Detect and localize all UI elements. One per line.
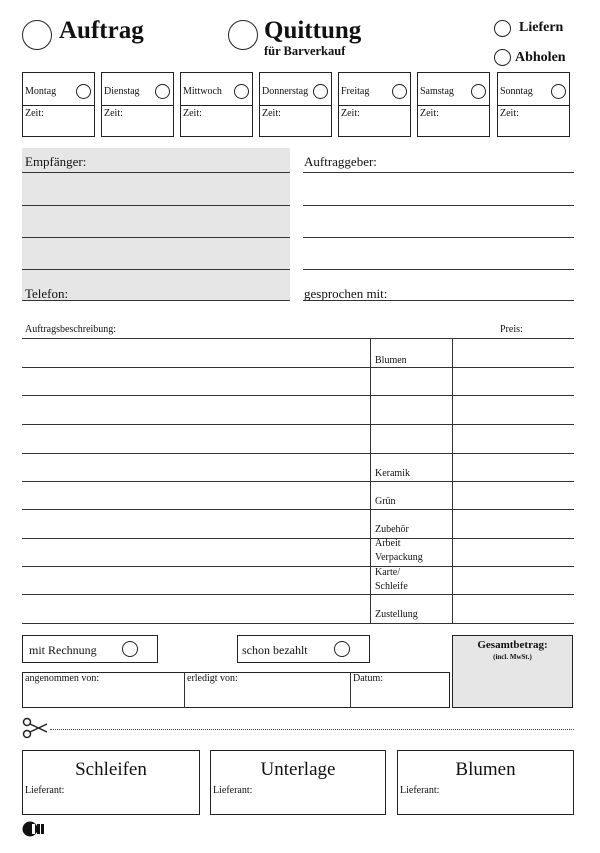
blumen-box[interactable]	[397, 750, 574, 815]
divider	[498, 105, 569, 106]
empfaenger-line	[22, 205, 290, 206]
schleifen-title: Schleifen	[75, 759, 147, 780]
divider	[350, 672, 351, 708]
day-label: Mittwoch	[183, 86, 222, 97]
day-label: Donnerstag	[262, 86, 309, 97]
bezahlt-checkbox[interactable]	[334, 641, 350, 657]
category-karte-schleife: Karte/ Schleife	[375, 567, 408, 592]
time-field[interactable]: Zeit:	[420, 108, 439, 119]
category-gruen: Grün	[375, 496, 396, 507]
order-line	[22, 594, 574, 595]
price-divider	[452, 338, 453, 623]
unterlage-box[interactable]	[210, 750, 386, 815]
day-checkbox[interactable]	[551, 84, 566, 99]
day-label: Freitag	[341, 86, 370, 97]
gesamtbetrag-sublabel: (incl. MwSt.)	[493, 653, 532, 661]
day-checkbox[interactable]	[76, 84, 91, 99]
day-checkbox[interactable]	[392, 84, 407, 99]
category-zubehoer: Zubehör	[375, 524, 409, 535]
day-box-mittwoch[interactable]	[180, 72, 253, 137]
unterlage-title: Unterlage	[260, 759, 336, 780]
empfaenger-line	[22, 269, 290, 270]
bezahlt-label: schon bezahlt	[242, 643, 308, 657]
divider	[339, 105, 410, 106]
rechnung-option[interactable]	[22, 635, 158, 663]
order-line	[22, 538, 574, 539]
time-field[interactable]: Zeit:	[104, 108, 123, 119]
quittung-subtitle: für Barverkauf	[264, 44, 346, 58]
scissors-icon	[22, 717, 48, 739]
gesprochen-label: gesprochen mit:	[304, 286, 388, 301]
gesamtbetrag-box[interactable]	[452, 635, 573, 708]
lieferant-label: Lieferant:	[213, 785, 253, 796]
empfaenger-line	[22, 237, 290, 238]
day-label: Sonntag	[500, 86, 533, 97]
order-line	[22, 424, 574, 425]
category-divider	[370, 338, 371, 623]
divider	[260, 105, 331, 106]
quittung-title: Quittung	[264, 17, 362, 44]
divider	[181, 105, 252, 106]
auftraggeber-line	[303, 237, 574, 238]
time-field[interactable]: Zeit:	[183, 108, 202, 119]
day-checkbox[interactable]	[313, 84, 328, 99]
order-line	[22, 367, 574, 368]
preis-label: Preis:	[500, 324, 523, 335]
empfaenger-line	[22, 172, 290, 173]
time-field[interactable]: Zeit:	[262, 108, 281, 119]
gesamtbetrag-label: Gesamtbetrag:	[477, 639, 548, 651]
order-line	[22, 481, 574, 482]
abholen-radio[interactable]	[494, 49, 511, 66]
order-line	[22, 566, 574, 567]
blumen-title: Blumen	[455, 759, 516, 780]
quittung-checkbox[interactable]	[228, 20, 258, 50]
empfaenger-panel[interactable]	[22, 148, 290, 300]
day-checkbox[interactable]	[471, 84, 486, 99]
rechnung-label: mit Rechnung	[29, 643, 97, 657]
angenommen-label: angenommen von:	[25, 673, 100, 684]
auftraggeber-line	[303, 205, 574, 206]
beschreibung-label: Auftragsbeschreibung:	[25, 324, 117, 335]
day-checkbox[interactable]	[155, 84, 170, 99]
time-field[interactable]: Zeit:	[500, 108, 519, 119]
auftrag-checkbox[interactable]	[22, 20, 52, 50]
gesprochen-line	[303, 300, 574, 301]
category-keramik: Keramik	[375, 468, 410, 479]
auftraggeber-line	[303, 172, 574, 173]
publisher-logo-icon	[22, 820, 46, 838]
bezahlt-option[interactable]	[237, 635, 370, 663]
category-arbeit-verpackung: Arbeit Verpackung	[375, 538, 423, 563]
datum-label: Datum:	[353, 673, 383, 684]
category-zustellung: Zustellung	[375, 609, 418, 620]
divider	[23, 105, 94, 106]
day-label: Samstag	[420, 86, 454, 97]
category-blumen: Blumen	[375, 355, 407, 366]
day-box-montag[interactable]	[22, 72, 95, 137]
divider	[184, 672, 185, 708]
day-label: Dienstag	[104, 86, 140, 97]
telefon-label: Telefon:	[25, 286, 69, 301]
day-checkbox[interactable]	[234, 84, 249, 99]
rechnung-checkbox[interactable]	[122, 641, 138, 657]
order-line	[22, 453, 574, 454]
auftrag-title: Auftrag	[59, 17, 144, 44]
order-line	[22, 338, 574, 339]
abholen-label: Abholen	[515, 50, 566, 65]
divider	[102, 105, 173, 106]
auftraggeber-label: Auftraggeber:	[304, 154, 377, 169]
telefon-line	[22, 300, 290, 301]
lieferant-label: Lieferant:	[400, 785, 440, 796]
day-box-samstag[interactable]	[417, 72, 490, 137]
day-label: Montag	[25, 86, 57, 97]
cut-line	[50, 729, 574, 730]
order-line	[22, 509, 574, 510]
liefern-label: Liefern	[519, 20, 564, 35]
empfaenger-label: Empfänger:	[25, 154, 87, 169]
liefern-radio[interactable]	[494, 20, 511, 37]
auftraggeber-line	[303, 269, 574, 270]
day-box-dienstag[interactable]	[101, 72, 174, 137]
lieferant-label: Lieferant:	[25, 785, 65, 796]
erledigt-label: erledigt von:	[187, 673, 238, 684]
divider	[418, 105, 489, 106]
day-box-donnerstag[interactable]	[259, 72, 332, 137]
order-line	[22, 623, 574, 624]
schleifen-box[interactable]	[22, 750, 200, 815]
order-line	[22, 395, 574, 396]
day-box-sonntag[interactable]	[497, 72, 570, 137]
time-field[interactable]: Zeit:	[341, 108, 360, 119]
time-field[interactable]: Zeit:	[25, 108, 44, 119]
day-box-freitag[interactable]	[338, 72, 411, 137]
